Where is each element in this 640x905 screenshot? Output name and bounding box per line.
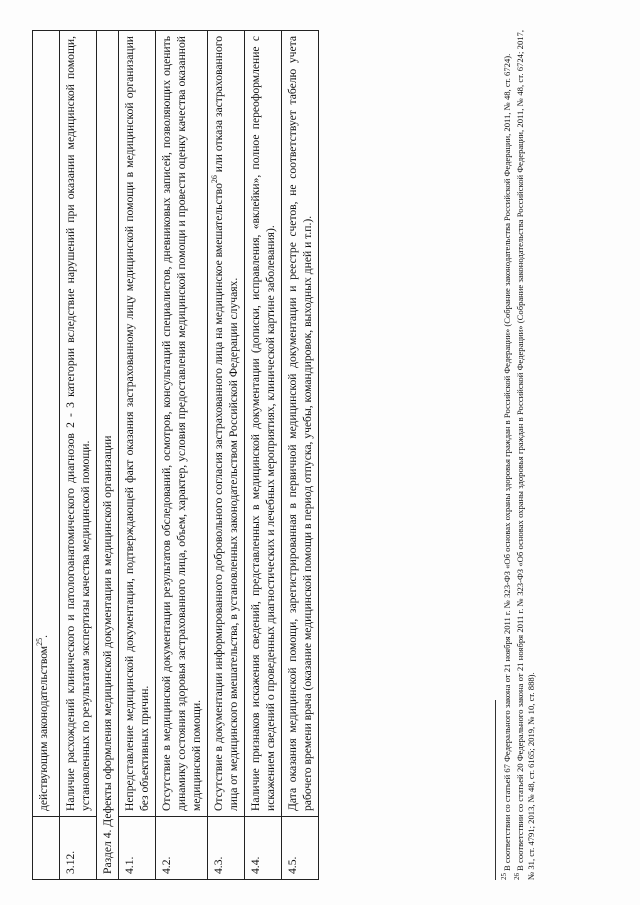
row-number: 4.5. <box>282 817 319 880</box>
footnotes <box>495 30 539 880</box>
row-number: 4.1. <box>119 817 156 880</box>
table-row <box>156 31 208 880</box>
footnote-divider <box>495 700 496 880</box>
table-row <box>60 31 97 880</box>
row-text-part: или отказа застрахованного лица от медицинского вмешательства, в установленных законодательством Российской Федерации случаях. <box>212 35 240 811</box>
footnote-ref: 26 <box>210 175 220 184</box>
table-row <box>119 31 156 880</box>
footnote-mark: 26 <box>513 873 522 880</box>
row-number: 4.3. <box>208 817 245 880</box>
footnote-text: В соответствии со статьей 20 Федерального закона от 21 ноября 2011 г. № 323-ФЗ «Об основах охраны здоровья граждан в Российской Федерации» (Собрание законодательства Российской Федерации, 2011, № 48, ст. 6724; 2017, № 31, ст. 4791; 2013, № 48, ст. 6165; 2019, № 10, ст. 888). <box>515 30 536 880</box>
footnote <box>515 30 537 880</box>
section-header-row <box>97 31 119 880</box>
row-text: действующим законодательством$^{25}$. <box>33 31 60 817</box>
table-row <box>33 31 60 880</box>
rotated-page-content <box>32 30 602 880</box>
footnote-mark: 25 <box>500 873 509 880</box>
row-text: Наличие признаков искажения сведений, представленных в медицинской документации (дописки, исправления, «вклейки», полное переоформление с искажением сведений о проведенных диагностических и лечебных мероприятиях, клинической картине заболевания). <box>245 31 282 817</box>
row-number: 4.2. <box>156 817 208 880</box>
row-text: Наличие расхождений клинического и патологоанатомического диагнозов 2 - 3 категории вследствие нарушений при оказании медицинской помощи, установленных по результатам экспертизы качества медицинской помощи. <box>60 31 97 817</box>
row-text: Непредставление медицинской документации, подтверждающей факт оказания застрахованному лицу медицинской помощи в медицинской организации без объективных причин. <box>119 31 156 817</box>
table-row <box>282 31 319 880</box>
footnote-ref: 25 <box>35 637 45 646</box>
footnote-text: В соответствии со статьей 67 Федерального закона от 21 ноября 2011 г. № 323-ФЗ «Об основах охраны здоровья граждан в Российской Федерации» (Собрание законодательства Российской Федерации, 2011, № 48, ст. 6724). <box>502 53 512 871</box>
row-text: Отсутствие в медицинской документации результатов обследований, осмотров, консультаций специалистов, дневниковых записей, позволяющих оценить динамику состояния здоровья застрахованного лица, объем, характер, условия предоставления медицинской помощи и провести оценку качества оказанной медицинской помощи. <box>156 31 208 817</box>
row-number: 3.12. <box>60 817 97 880</box>
row-number: 4.4. <box>245 817 282 880</box>
row-text-part: Отсутствие в документации информированного добровольного согласия застрахованного лица на медицинское вмешательство <box>212 183 225 811</box>
defects-table <box>32 30 319 880</box>
table-row <box>208 31 245 880</box>
row-number-empty <box>33 817 60 880</box>
row-text <box>208 31 245 817</box>
row-text: Дата оказания медицинской помощи, зарегистрированная в первичной медицинской документации и реестре счетов, не соответствует табелю учета рабочего времени врача (оказание медицинской помощи в период отпуска, учебы, командировок, выходных дней и т.п.). <box>282 31 319 817</box>
section-title: Раздел 4. Дефекты оформления медицинской документации в медицинской организации <box>97 31 119 880</box>
footnote <box>502 30 513 880</box>
continuation-text: действующим законодательством <box>37 645 50 811</box>
table-row <box>245 31 282 880</box>
